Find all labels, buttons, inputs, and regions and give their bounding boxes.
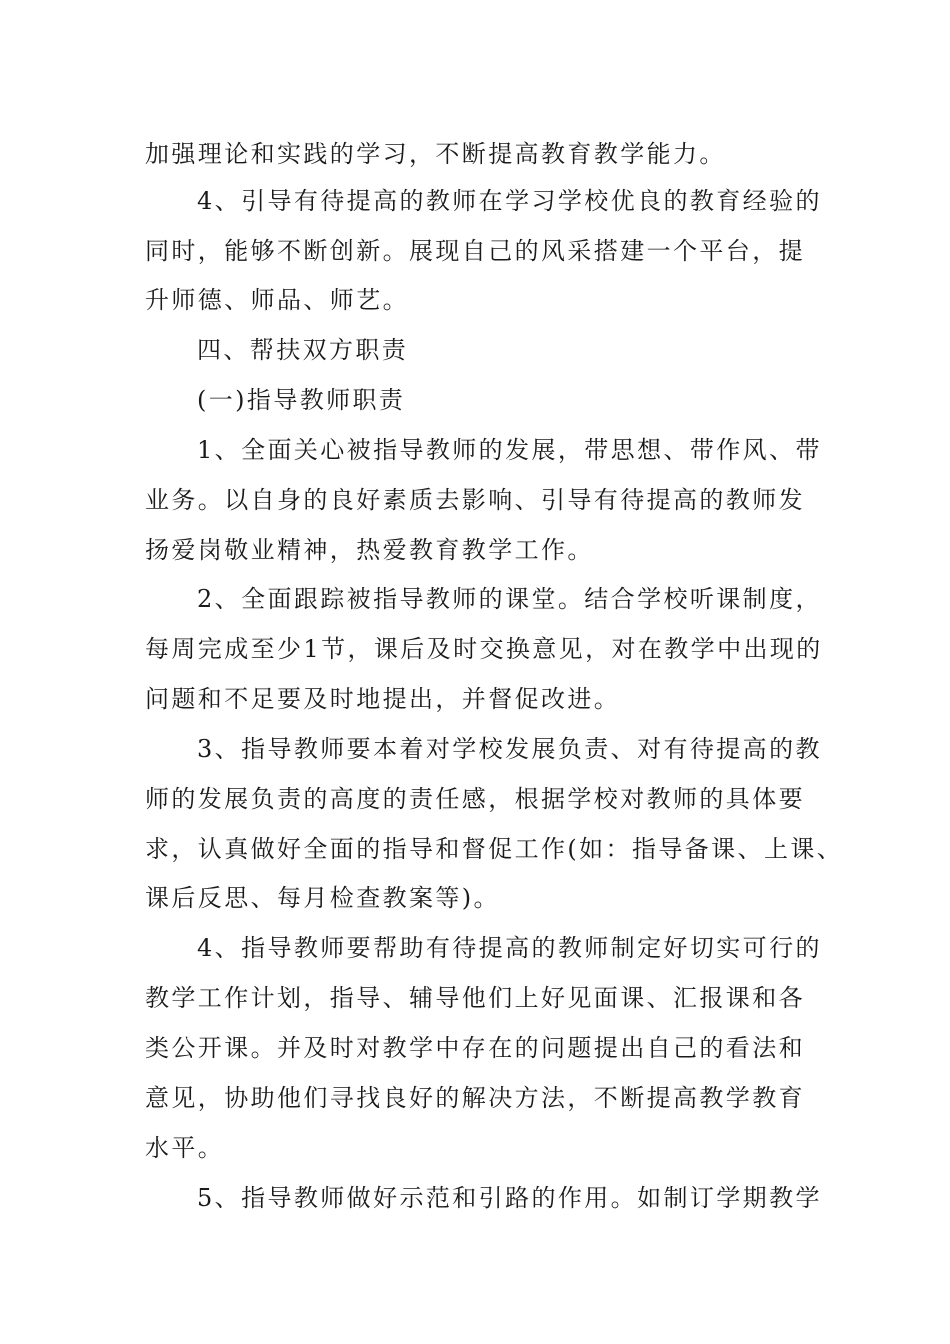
subsection-heading: (一)指导教师职责 [197, 386, 406, 414]
text-line: 业务。以自身的良好素质去影响、引导有待提高的教师发 [145, 486, 805, 514]
section-heading: 四、帮扶双方职责 [197, 336, 409, 364]
text-line: 4、指导教师要帮助有待提高的教师制定好切实可行的 [197, 934, 822, 962]
text-line: 4、引导有待提高的教师在学习学校优良的教育经验的 [197, 187, 822, 215]
text-line: 问题和不足要及时地提出，并督促改进。 [145, 685, 621, 713]
text-line: 升师德、师品、师艺。 [145, 286, 409, 314]
text-line: 类公开课。并及时对教学中存在的问题提出自己的看法和 [145, 1034, 805, 1062]
text-line: 意见，协助他们寻找良好的解决方法，不断提高教学教育 [145, 1084, 805, 1112]
text-line: 每周完成至少1节，课后及时交换意见，对在教学中出现的 [145, 635, 823, 663]
text-line: 1、全面关心被指导教师的发展，带思想、带作风、带 [197, 436, 822, 464]
text-line: 5、指导教师做好示范和引路的作用。如制订学期教学 [197, 1184, 822, 1212]
text-line: 师的发展负责的高度的责任感，根据学校对教师的具体要 [145, 785, 805, 813]
text-line: 加强理论和实践的学习，不断提高教育教学能力。 [145, 140, 726, 168]
text-line: 求，认真做好全面的指导和督促工作(如：指导备课、上课、 [145, 835, 844, 863]
text-line: 3、指导教师要本着对学校发展负责、对有待提高的教 [197, 735, 822, 763]
text-line: 扬爱岗敬业精神，热爱教育教学工作。 [145, 536, 594, 564]
text-line: 水平。 [145, 1134, 225, 1162]
text-line: 同时，能够不断创新。展现自己的风采搭建一个平台，提 [145, 237, 805, 265]
text-line: 教学工作计划，指导、辅导他们上好见面课、汇报课和各 [145, 984, 805, 1012]
text-line: 2、全面跟踪被指导教师的课堂。结合学校听课制度， [197, 585, 822, 613]
text-line: 课后反思、每月检查教案等)。 [145, 884, 500, 912]
